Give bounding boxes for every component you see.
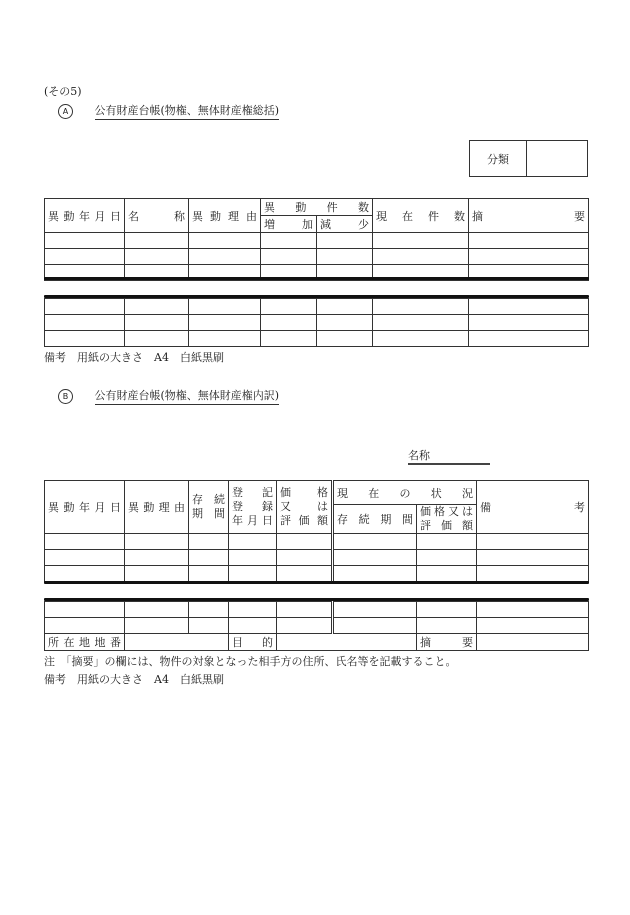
table-row[interactable] [45,550,589,566]
section-b-note-2: 備考 用紙の大きさ A4 白紙黒刷 [44,673,224,686]
detail-header-price: 価 格 又 は 評価額 [277,481,333,534]
table-row[interactable] [45,618,589,634]
detail-header-duration: 存続 期間 [189,481,229,534]
name-label: 名称 [408,449,430,462]
footer-purpose-label: 目 的 [229,634,277,651]
header-change-count: 異 動 件 数 [261,199,373,216]
detail-table [44,480,589,582]
section-b-title: 公有財産台帳(物権、無体財産権内訳) [95,389,280,405]
footer-location-value[interactable] [125,634,229,651]
section-a-title: 公有財産台帳(物権、無体財産権総括) [95,104,280,120]
table-row[interactable] [45,249,589,265]
category-box [469,140,588,177]
table-row[interactable] [45,233,589,249]
detail-header-date: 異動年月日 [45,481,125,534]
table-row[interactable] [45,534,589,550]
page-label: (その5) [44,85,82,98]
footer-summary-label: 摘 要 [417,634,477,651]
name-field[interactable] [408,450,490,465]
table-row[interactable] [45,602,589,618]
table-break-line [44,277,589,280]
footer-purpose-value[interactable] [277,634,417,651]
section-b-marker: B [58,389,73,404]
table-row[interactable] [45,331,589,347]
detail-header-registration: 登 記 登 録 年月日 [229,481,277,534]
section-b-heading [58,389,279,404]
header-summary: 摘 要 [469,199,589,233]
section-a-marker: A [58,104,73,119]
header-reason: 異動理由 [189,199,261,233]
table-break-line [44,581,589,584]
table-row[interactable] [45,566,589,582]
header-name: 名 称 [125,199,189,233]
detail-table-continued [44,601,589,651]
header-date: 異動年月日 [45,199,125,233]
detail-header-status-price: 価格又は 評価額 [417,505,477,534]
table-row[interactable] [45,299,589,315]
detail-header-status: 現 在 の 状 況 [333,481,477,505]
table-row[interactable] [45,315,589,331]
section-b-note-1: 注 「摘要」の欄には、物件の対象となった相手方の住所、氏名等を記載すること。 [44,655,457,668]
section-a-heading [58,104,279,119]
header-current-count: 現在件数 [373,199,469,233]
detail-header-status-duration: 存続期間 [333,505,417,534]
footer-summary-value[interactable] [477,634,589,651]
category-value-cell[interactable] [527,141,588,177]
section-a-note: 備考 用紙の大きさ A4 白紙黒刷 [44,351,224,364]
footer-location-label: 所在地地番 [45,634,125,651]
header-increase: 増 加 [261,216,317,233]
summary-table [44,198,589,281]
category-label: 分類 [470,141,527,177]
detail-footer-row [45,634,589,651]
detail-header-remarks: 備 考 [477,481,589,534]
summary-table-continued [44,298,589,347]
header-decrease: 減 少 [317,216,373,233]
detail-header-reason: 異動理由 [125,481,189,534]
